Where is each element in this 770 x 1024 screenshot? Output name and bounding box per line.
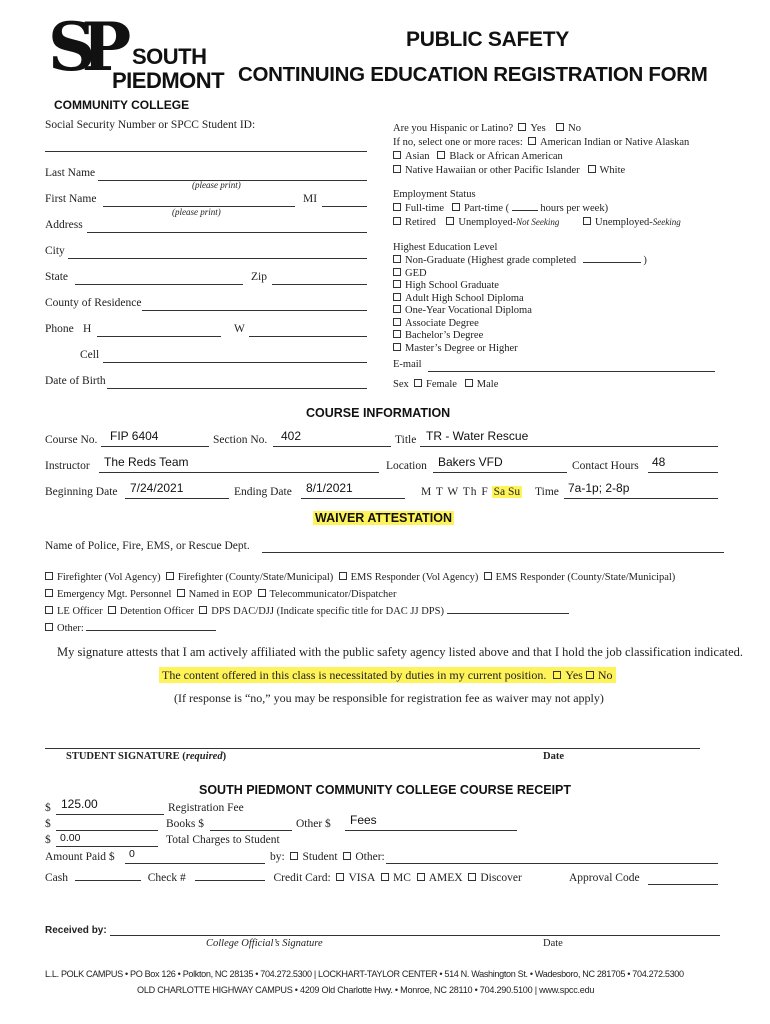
waiver-option-checkbox[interactable] xyxy=(45,572,53,580)
edu-item xyxy=(393,305,532,316)
received-by-label: Received by: xyxy=(45,925,107,936)
retired-checkbox[interactable] xyxy=(393,217,401,225)
not-seeking-label: Not Seeking xyxy=(516,217,560,227)
female-label: Female xyxy=(426,379,457,390)
male-checkbox[interactable] xyxy=(465,379,473,387)
amount-paid-value[interactable]: 0 xyxy=(129,848,135,860)
waiver-row-2 xyxy=(45,589,396,600)
waiver-option-label: Telecommunicator/Dispatcher xyxy=(269,589,397,600)
instructor-field[interactable] xyxy=(99,472,379,473)
section-no-value[interactable]: 402 xyxy=(281,429,302,443)
race-black-label: Black or African American xyxy=(449,151,563,162)
phone-h-label: H xyxy=(83,323,92,335)
edu-item xyxy=(393,318,479,329)
edu-label: Non-Graduate (Highest grade completed xyxy=(405,255,577,266)
ssn-label: Social Security Number or SPCC Student ID: xyxy=(45,119,256,131)
edu-checkbox[interactable] xyxy=(393,255,401,263)
days-weekdays: M T W Th F xyxy=(421,486,489,498)
student-signature-field[interactable] xyxy=(45,748,700,749)
necessitated-no-label: No xyxy=(597,668,613,682)
edu-label: One-Year Vocational Diploma xyxy=(405,305,532,316)
location-value[interactable]: Bakers VFD xyxy=(438,455,503,469)
waiver-option-label: Detention Officer xyxy=(119,606,194,617)
waiver-row-1 xyxy=(45,572,675,583)
waiver-other-label: Other: xyxy=(57,623,84,634)
discover-checkbox[interactable] xyxy=(468,873,476,881)
waiver-option-label: Emergency Mgt. Personnel xyxy=(57,589,172,600)
please-print-note: (please print) xyxy=(192,180,241,190)
dob-label: Date of Birth xyxy=(45,375,106,387)
zip-label: Zip xyxy=(251,271,267,283)
male-label: Male xyxy=(476,379,499,390)
logo-line-south: SOUTH xyxy=(132,44,207,69)
address-label: Address xyxy=(45,219,83,231)
check-label: Check # xyxy=(147,872,186,884)
end-date-value[interactable]: 8/1/2021 xyxy=(306,481,353,495)
begin-date-value[interactable]: 7/24/2021 xyxy=(130,481,184,495)
paid-by-other-checkbox[interactable] xyxy=(343,852,351,860)
cash-label: Cash xyxy=(45,872,68,884)
unemployed-seeking-checkbox[interactable] xyxy=(583,217,591,225)
section-no-field[interactable] xyxy=(273,446,391,447)
please-print-note-2: (please print) xyxy=(172,207,221,217)
grade-close-paren: ) xyxy=(643,255,647,266)
waiver-note: (If response is “no,” you may be responsible for registration fee as waiver may not apply) xyxy=(174,691,604,705)
waiver-row-4 xyxy=(45,623,216,634)
races-intro: If no, select one or more races: xyxy=(393,137,523,148)
waiver-option-checkbox[interactable] xyxy=(339,572,347,580)
cell-label: Cell xyxy=(80,349,100,361)
edu-label: Associate Degree xyxy=(405,317,479,329)
edu-item xyxy=(393,255,647,266)
contact-hours-label: Contact Hours xyxy=(572,460,639,472)
county-label: County of Residence xyxy=(45,297,142,309)
location-label: Location xyxy=(386,460,427,472)
necessitated-text: The content offered in this class is necessitated by duties in my current position. xyxy=(162,668,547,682)
necessitated-no-checkbox[interactable] xyxy=(586,671,594,679)
employment-row-2 xyxy=(393,217,681,228)
full-time-label: Full-time xyxy=(405,203,445,214)
mc-label: MC xyxy=(393,872,411,884)
race-nhpi-checkbox[interactable] xyxy=(393,165,401,173)
edu-checkbox[interactable] xyxy=(393,318,401,326)
footer-line-1: L.L. POLK CAMPUS • PO Box 126 • Polkton, NC 28135 • 704.272.5300 | LOCKHART-TAYLOR CENTER • 514 N. Washington St. • Wadesboro, NC 281705 • 704.272.5300 xyxy=(45,969,684,979)
books-label: Books $ xyxy=(166,818,205,830)
waiver-option-label: Firefighter (County/State/Municipal) xyxy=(177,572,334,583)
edu-label: Bachelor’s Degree xyxy=(405,330,484,341)
full-time-checkbox[interactable] xyxy=(393,203,401,211)
other-label: Other $ xyxy=(296,818,331,830)
other-value[interactable]: Fees xyxy=(350,813,377,827)
necessitated-yes-checkbox[interactable] xyxy=(553,671,561,679)
edu-checkbox[interactable] xyxy=(393,268,401,276)
waiver-row-3 xyxy=(45,606,569,617)
edu-checkbox[interactable] xyxy=(393,293,401,301)
ssn-field[interactable] xyxy=(45,151,367,152)
waiver-option-checkbox[interactable] xyxy=(484,572,492,580)
email-field[interactable] xyxy=(428,371,715,372)
unemployed-not-seeking-checkbox[interactable] xyxy=(446,217,454,225)
edu-checkbox[interactable] xyxy=(393,330,401,338)
form-title-line2: CONTINUING EDUCATION REGISTRATION FORM xyxy=(238,63,708,86)
hispanic-no-checkbox[interactable] xyxy=(556,123,564,131)
end-date-label: Ending Date xyxy=(234,486,292,498)
contact-hours-value[interactable]: 48 xyxy=(652,455,666,469)
course-no-label: Course No. xyxy=(45,434,98,446)
credit-card-label: Credit Card: xyxy=(273,872,331,884)
phone-w-label: W xyxy=(234,323,245,335)
races-row-1 xyxy=(393,137,689,148)
waiver-option-label: EMS Responder (Vol Agency) xyxy=(350,572,479,583)
email-label: E-mail xyxy=(393,359,422,370)
approval-code-label: Approval Code xyxy=(569,872,640,884)
attestation-text: My signature attests that I am actively affiliated with the public safety agency listed above and that I hold the job classification indicated. xyxy=(57,645,744,659)
edu-label: Adult High School Diploma xyxy=(405,292,524,304)
sex-label: Sex xyxy=(393,379,409,390)
seeking-label: Seeking xyxy=(652,217,681,227)
mc-checkbox[interactable] xyxy=(381,873,389,881)
edu-item xyxy=(393,293,524,304)
logo-monogram: SP xyxy=(48,8,118,86)
address-field[interactable] xyxy=(87,232,367,233)
zip-field[interactable] xyxy=(272,284,367,285)
dob-field[interactable] xyxy=(107,388,367,389)
necessitated-highlight xyxy=(159,667,616,683)
phone-label: Phone xyxy=(45,323,74,335)
total-label: Total Charges to Student xyxy=(166,834,280,846)
education-heading: Highest Education Level xyxy=(393,242,498,253)
race-aian-label: American Indian or Native Alaskan xyxy=(539,137,690,148)
first-name-label: First Name xyxy=(45,193,97,205)
employment-heading: Employment Status xyxy=(393,189,476,200)
waiver-option-checkbox[interactable] xyxy=(177,589,185,597)
begin-date-label: Beginning Date xyxy=(45,486,118,498)
waiver-option-checkbox[interactable] xyxy=(108,606,116,614)
paid-by-row xyxy=(270,851,385,863)
waiver-other-checkbox[interactable] xyxy=(45,623,53,631)
official-date-label: Date xyxy=(543,938,563,949)
sex-row xyxy=(393,379,498,390)
time-field[interactable] xyxy=(564,498,718,499)
by-label: by: xyxy=(270,851,285,863)
race-aian-checkbox[interactable] xyxy=(528,137,536,145)
course-title-value[interactable]: TR - Water Rescue xyxy=(426,429,529,443)
edu-label: Master’s Degree or Higher xyxy=(405,342,518,354)
logo-line-piedmont: PIEDMONT xyxy=(112,68,225,93)
time-value[interactable]: 7a-1p; 2-8p xyxy=(568,481,630,495)
hours-field[interactable] xyxy=(512,210,538,211)
paid-by-other-field[interactable] xyxy=(386,863,718,864)
course-info-heading: COURSE INFORMATION xyxy=(306,406,451,420)
race-black-checkbox[interactable] xyxy=(437,151,445,159)
reg-fee-label: Registration Fee xyxy=(168,802,244,814)
reg-dollar: $ xyxy=(45,802,51,814)
paid-by-other-label: Other: xyxy=(355,851,385,863)
edu-label: High School Graduate xyxy=(405,280,499,291)
edu-checkbox[interactable] xyxy=(393,343,401,351)
hours-label: hours per week) xyxy=(540,203,609,214)
form-title-line1: PUBLIC SAFETY xyxy=(406,28,569,51)
logo-line-college: COMMUNITY COLLEGE xyxy=(54,98,190,112)
received-by-field[interactable] xyxy=(110,935,720,936)
receipt-heading: SOUTH PIEDMONT COMMUNITY COLLEGE COURSE RECEIPT xyxy=(199,783,572,797)
dps-title-field[interactable] xyxy=(447,613,569,614)
amount-paid-field[interactable] xyxy=(125,863,265,864)
discover-label: Discover xyxy=(480,872,522,884)
state-field[interactable] xyxy=(75,284,243,285)
time-label: Time xyxy=(535,486,559,498)
phone-work-field[interactable] xyxy=(249,336,367,337)
paid-by-student-checkbox[interactable] xyxy=(290,852,298,860)
edu-item xyxy=(393,280,499,291)
check-field[interactable] xyxy=(195,880,265,881)
begin-date-field[interactable] xyxy=(125,498,229,499)
edu-item xyxy=(393,268,427,279)
student-sig-date-label: Date xyxy=(543,751,564,762)
race-asian-checkbox[interactable] xyxy=(393,151,401,159)
dept-label: Name of Police, Fire, EMS, or Rescue Dept. xyxy=(45,540,250,552)
mi-label: MI xyxy=(303,193,318,205)
edu-checkbox[interactable] xyxy=(393,305,401,313)
title-label: Title xyxy=(395,434,417,446)
unemployed-label: Unemployed- xyxy=(458,217,517,228)
waiver-heading: WAIVER ATTESTATION xyxy=(315,511,453,525)
cash-field[interactable] xyxy=(75,880,141,881)
visa-label: VISA xyxy=(348,872,376,884)
sig-required: required xyxy=(185,751,223,762)
hispanic-yes-label: Yes xyxy=(530,123,546,134)
official-signature-label: College Official’s Signature xyxy=(206,938,323,949)
paid-by-student-label: Student xyxy=(302,851,338,863)
part-time-checkbox[interactable] xyxy=(452,203,460,211)
state-label: State xyxy=(45,271,68,283)
city-field[interactable] xyxy=(68,258,367,259)
section-no-label: Section No. xyxy=(213,434,268,446)
books-dollar: $ xyxy=(45,818,51,830)
contact-hours-field[interactable] xyxy=(648,472,718,473)
location-field[interactable] xyxy=(433,472,567,473)
female-checkbox[interactable] xyxy=(414,379,422,387)
edu-checkbox[interactable] xyxy=(393,280,401,288)
waiver-option-checkbox[interactable] xyxy=(166,572,174,580)
other-field[interactable] xyxy=(345,830,517,831)
waiver-option-checkbox[interactable] xyxy=(199,606,207,614)
waiver-option-label: DPS DAC/DJJ (Indicate specific title for DAC JJ DPS) xyxy=(211,606,444,617)
reg-fee-value[interactable]: 125.00 xyxy=(61,797,98,811)
races-row-2 xyxy=(393,151,563,162)
amex-checkbox[interactable] xyxy=(417,873,425,881)
waiver-option-label: LE Officer xyxy=(57,606,103,617)
instructor-value[interactable]: The Reds Team xyxy=(104,455,189,469)
sig-close: ) xyxy=(222,751,227,762)
books-field[interactable] xyxy=(210,830,292,831)
visa-checkbox[interactable] xyxy=(336,873,344,881)
employment-row-1 xyxy=(393,203,608,214)
total-dollar: $ xyxy=(45,834,51,846)
amount-paid-label: Amount Paid $ xyxy=(45,851,115,863)
necessitated-row xyxy=(159,668,616,683)
edu-item xyxy=(393,343,518,354)
waiver-option-checkbox[interactable] xyxy=(45,606,53,614)
waiver-option-checkbox[interactable] xyxy=(45,589,53,597)
races-row-3 xyxy=(393,165,625,176)
waiver-option-checkbox[interactable] xyxy=(258,589,266,597)
waiver-option-label: Named in EOP xyxy=(188,589,253,600)
approval-code-field[interactable] xyxy=(648,884,718,885)
end-date-field[interactable] xyxy=(301,498,405,499)
race-white-checkbox[interactable] xyxy=(588,165,596,173)
hispanic-no-label: No xyxy=(568,123,582,134)
course-no-value[interactable]: FIP 6404 xyxy=(110,429,159,443)
amex-label: AMEX xyxy=(428,872,463,884)
phone-home-field[interactable] xyxy=(97,336,221,337)
hispanic-yes-checkbox[interactable] xyxy=(518,123,526,131)
waiver-option-label: Firefighter (Vol Agency) xyxy=(57,572,161,583)
waiver-option-label: EMS Responder (County/State/Municipal) xyxy=(495,572,676,583)
total-value[interactable]: 0.00 xyxy=(60,832,81,844)
books-amount-field[interactable] xyxy=(56,830,158,831)
hispanic-question: Are you Hispanic or Latino? xyxy=(393,123,514,134)
mi-field[interactable] xyxy=(322,206,367,207)
college-logo xyxy=(44,8,225,114)
unemployed-label-2: Unemployed- xyxy=(595,217,653,228)
last-name-label: Last Name xyxy=(45,167,96,179)
reg-fee-field[interactable] xyxy=(56,814,164,815)
course-title-field[interactable] xyxy=(420,446,718,447)
student-signature-label xyxy=(66,751,226,762)
grade-completed-field[interactable] xyxy=(583,262,641,263)
necessitated-yes-label: Yes xyxy=(565,668,583,682)
edu-item xyxy=(393,330,483,341)
total-field[interactable] xyxy=(56,846,158,847)
part-time-label: Part-time ( xyxy=(463,203,510,214)
city-label: City xyxy=(45,245,65,257)
days-weekend-highlighted: Sa Su xyxy=(493,486,521,498)
cell-field[interactable] xyxy=(103,362,367,363)
course-no-field[interactable] xyxy=(101,446,209,447)
race-white-label: White xyxy=(599,165,626,176)
race-asian-label: Asian xyxy=(405,151,430,162)
waiver-other-field[interactable] xyxy=(86,630,216,631)
dept-field[interactable] xyxy=(262,552,724,553)
sig-label-text: STUDENT SIGNATURE ( xyxy=(66,751,186,762)
instructor-label: Instructor xyxy=(45,460,90,472)
retired-label: Retired xyxy=(405,217,436,228)
payment-method-row xyxy=(45,872,522,884)
edu-label: GED xyxy=(405,267,427,279)
meeting-days xyxy=(421,486,522,498)
footer-line-2: OLD CHARLOTTE HIGHWAY CAMPUS • 4209 Old Charlotte Hwy. • Monroe, NC 28110 • 704.290.5100 | www.spcc.edu xyxy=(137,985,595,995)
county-field[interactable] xyxy=(142,310,367,311)
hispanic-row xyxy=(393,123,581,134)
race-nhpi-label: Native Hawaiian or other Pacific Islander xyxy=(405,165,580,176)
